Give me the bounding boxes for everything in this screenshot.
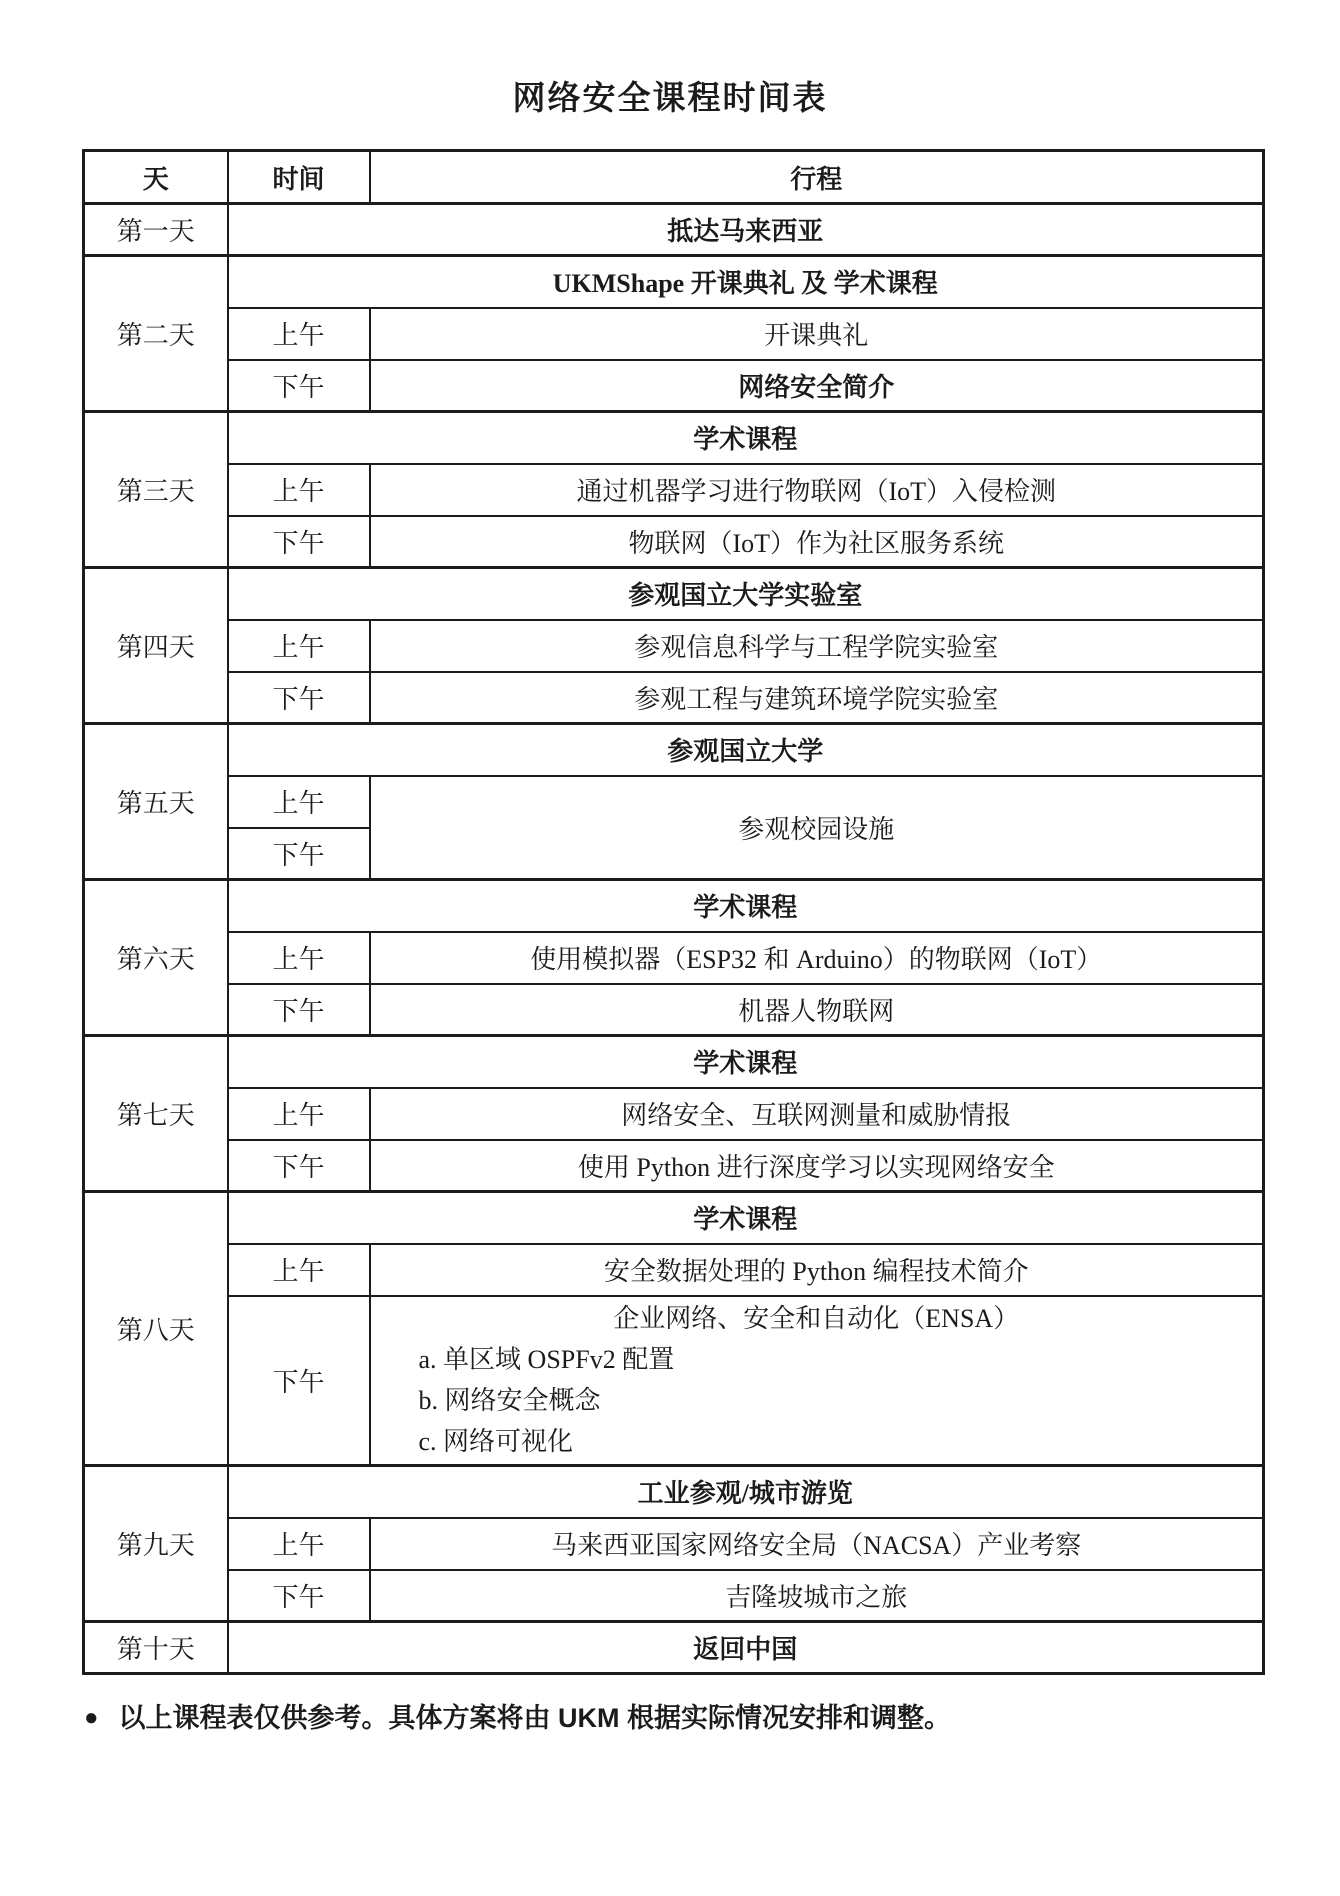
day-subheader-cell: 参观国立大学实验室 — [228, 568, 1264, 620]
day-label-cell: 第四天 — [84, 568, 228, 724]
time-cell: 上午 — [228, 1244, 370, 1296]
table-row-day4-am — [84, 620, 1264, 672]
day-label-cell: 第三天 — [84, 412, 228, 568]
table-row-day3-am — [84, 464, 1264, 516]
time-cell: 下午 — [228, 984, 370, 1036]
table-row-day8-am — [84, 1244, 1264, 1296]
activity-cell: 物联网（IoT）作为社区服务系统 — [370, 516, 1264, 568]
time-cell: 下午 — [228, 828, 370, 880]
table-row-day3-header — [84, 412, 1264, 464]
activity-line-item-c: c. 网络可视化 — [418, 1427, 574, 1457]
day-subheader-cell: 学术课程 — [228, 1036, 1264, 1088]
header-day-cell: 天 — [84, 151, 228, 204]
time-cell: 上午 — [228, 620, 370, 672]
time-cell: 上午 — [228, 1518, 370, 1570]
page-title: 网络安全课程时间表 — [512, 81, 828, 117]
time-cell: 上午 — [228, 464, 370, 516]
activity-cell: 马来西亚国家网络安全局（NACSA）产业考察 — [370, 1518, 1264, 1570]
table-row-day9-header — [84, 1466, 1264, 1518]
day-subheader-cell: 参观国立大学 — [228, 724, 1264, 776]
table-row-day10 — [84, 1622, 1264, 1674]
day-label-cell: 第六天 — [84, 880, 228, 1036]
day-label-cell: 第二天 — [84, 256, 228, 412]
activity-cell: 参观信息科学与工程学院实验室 — [370, 620, 1264, 672]
time-cell: 上午 — [228, 932, 370, 984]
table-row-day2-pm — [84, 360, 1264, 412]
day-subheader-cell: 学术课程 — [228, 880, 1264, 932]
day-label-cell: 第十天 — [84, 1622, 228, 1674]
activity-cell-merged: 参观校园设施 — [370, 776, 1264, 880]
time-cell: 上午 — [228, 776, 370, 828]
table-row-day7-header — [84, 1036, 1264, 1088]
activity-cell: 使用 Python 进行深度学习以实现网络安全 — [370, 1140, 1264, 1192]
table-row-day4-pm — [84, 672, 1264, 724]
schedule-table — [82, 149, 1265, 1675]
time-cell: 下午 — [228, 1570, 370, 1622]
day-label-cell: 第九天 — [84, 1466, 228, 1622]
table-row-day7-am — [84, 1088, 1264, 1140]
activity-cell: 网络安全、互联网测量和威胁情报 — [370, 1088, 1264, 1140]
day-activity-cell: 抵达马来西亚 — [228, 204, 1264, 256]
header-time-cell: 时间 — [228, 151, 370, 204]
activity-cell: 参观工程与建筑环境学院实验室 — [370, 672, 1264, 724]
activity-cell: 通过机器学习进行物联网（IoT）入侵检测 — [370, 464, 1264, 516]
activity-line-title: 企业网络、安全和自动化（ENSA） — [613, 1304, 1020, 1334]
activity-cell: 吉隆坡城市之旅 — [370, 1570, 1264, 1622]
footer-note-text: 以上课程表仅供参考。具体方案将由 UKM 根据实际情况安排和调整。 — [118, 1703, 951, 1733]
time-cell: 下午 — [228, 672, 370, 724]
time-cell: 下午 — [228, 360, 370, 412]
activity-cell: 网络安全简介 — [370, 360, 1264, 412]
table-row-day6-pm — [84, 984, 1264, 1036]
table-row-day8-header — [84, 1192, 1264, 1244]
day-label-cell: 第五天 — [84, 724, 228, 880]
day-label-cell: 第七天 — [84, 1036, 228, 1192]
bullet-icon: ● — [84, 1704, 99, 1731]
time-cell: 上午 — [228, 308, 370, 360]
table-row-day2-am — [84, 308, 1264, 360]
table-row-day8-pm — [84, 1296, 1264, 1466]
table-row-day6-header — [84, 880, 1264, 932]
table-row-day5-am — [84, 776, 1264, 828]
time-cell: 下午 — [228, 516, 370, 568]
table-row-day2-header — [84, 256, 1264, 308]
table-row-day4-header — [84, 568, 1264, 620]
day-subheader-cell: 工业参观/城市游览 — [228, 1466, 1264, 1518]
activity-line-item-b: b. 网络安全概念 — [418, 1386, 601, 1416]
table-row-day3-pm — [84, 516, 1264, 568]
day-label-cell: 第八天 — [84, 1192, 228, 1466]
day-label-cell: 第一天 — [84, 204, 228, 256]
activity-cell: 开课典礼 — [370, 308, 1264, 360]
time-cell: 上午 — [228, 1088, 370, 1140]
table-row-day1 — [84, 204, 1264, 256]
day-subheader-cell: 学术课程 — [228, 412, 1264, 464]
table-row-day9-pm — [84, 1570, 1264, 1622]
day-subheader-cell: UKMShape 开课典礼 及 学术课程 — [228, 256, 1264, 308]
time-cell: 下午 — [228, 1140, 370, 1192]
table-row-day7-pm — [84, 1140, 1264, 1192]
footer-note — [84, 1700, 1264, 1736]
table-row-day9-am — [84, 1518, 1264, 1570]
activity-cell: 安全数据处理的 Python 编程技术简介 — [370, 1244, 1264, 1296]
activity-cell-multiline — [370, 1296, 1264, 1466]
activity-cell: 使用模拟器（ESP32 和 Arduino）的物联网（IoT） — [370, 932, 1264, 984]
table-row-day6-am — [84, 932, 1264, 984]
table-row-day5-header — [84, 724, 1264, 776]
day-activity-cell: 返回中国 — [228, 1622, 1264, 1674]
time-cell: 下午 — [228, 1296, 370, 1466]
day-subheader-cell: 学术课程 — [228, 1192, 1264, 1244]
activity-cell: 机器人物联网 — [370, 984, 1264, 1036]
table-header-row — [84, 151, 1264, 204]
header-itinerary-cell: 行程 — [370, 151, 1264, 204]
activity-line-item-a: a. 单区域 OSPFv2 配置 — [418, 1345, 675, 1375]
